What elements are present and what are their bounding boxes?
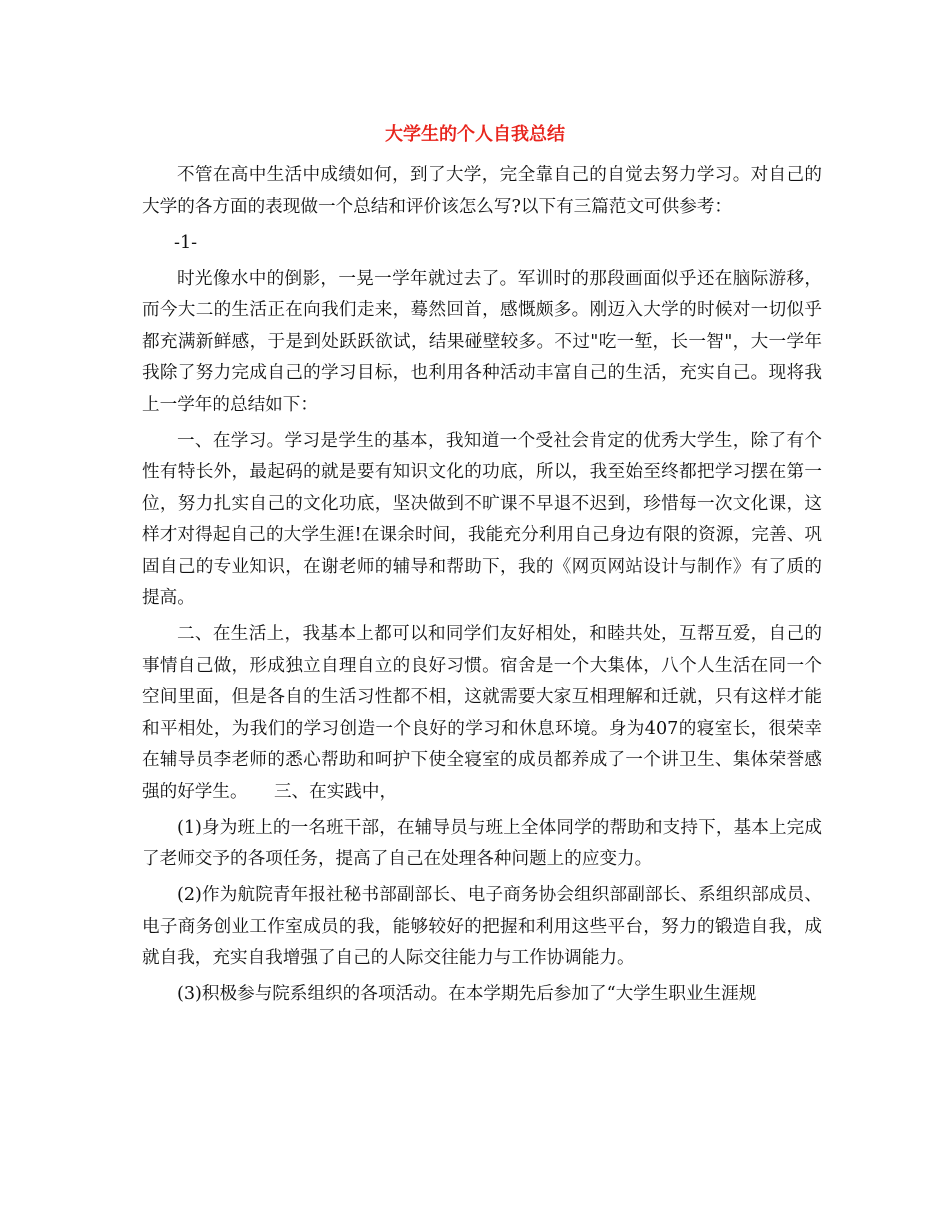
paragraph-study: 一、在学习。学习是学生的基本，我知道一个受社会肯定的优秀大学生，除了有个性有特长外，最起码的就是要有知识文化的功底，所以，我至始至终都把学习摆在第一位，努力扎实自己的文化功底，坚决做到不旷课不早退不迟到，珍惜每一次文化课，这样才对得起自己的大学生涯!在课余时间，我能充分利用自己身边有限的资源，完善、巩固自己的专业知识，在谢老师的辅导和帮助下，我的《网页网站设计与制作》有了质的提高。 xyxy=(142,430,822,608)
document-title: 大学生的个人自我总结 xyxy=(385,124,565,145)
section-marker: -1- xyxy=(174,232,198,253)
document-body xyxy=(142,160,822,1015)
paragraph-life: 二、在生活上，我基本上都可以和同学们友好相处，和睦共处，互帮互爱，自己的事情自己做，形成独立自理自立的良好习惯。宿舍是一个大集体，八个人生活在同一个空间里面，但是各自的生活习性都不相，这就需要大家互相理解和迁就，只有这样才能和平相处，为我们的学习创造一个良好的学习和休息环境。身为407的寝室长，很荣幸在辅导员李老师的悉心帮助和呵护下使全寝室的成员都养成了一个讲卫生、集体荣誉感强的好学生。 三、在实践中， xyxy=(142,624,822,802)
paragraph-practice-1: (1)身为班上的一名班干部，在辅导员与班上全体同学的帮助和支持下，基本上完成了老师交予的各项任务，提高了自己在处理各种问题上的应变力。 xyxy=(142,817,822,869)
paragraph-practice-2: (2)作为航院青年报社秘书部副部长、电子商务协会组织部副部长、系组织部成员、电子商务创业工作室成员的我，能够较好的把握和利用这些平台，努力的锻造自我，成就自我，充实自我增强了自己的人际交往能力与工作协调能力。 xyxy=(142,885,822,968)
paragraph-intro: 不管在高中生活中成绩如何，到了大学，完全靠自己的自觉去努力学习。对自己的大学的各方面的表现做一个总结和评价该怎么写?以下有三篇范文可供参考： xyxy=(142,165,822,217)
paragraph-practice-3: (3)积极参与院系组织的各项活动。在本学期先后参加了“大学生职业生涯规 xyxy=(177,984,757,1004)
paragraph-opening: 时光像水中的倒影，一晃一学年就过去了。军训时的那段画面似乎还在脑际游移，而今大二的生活正在向我们走来，蓦然回首，感慨颇多。刚迈入大学的时候对一切似乎都充满新鲜感，于是到处跃跃欲试，结果碰壁较多。不过"吃一堑，长一智"，大一学年我除了努力完成自己的学习目标，也利用各种活动丰富自己的生活，充实自己。现将我上一学年的总结如下： xyxy=(142,268,822,415)
